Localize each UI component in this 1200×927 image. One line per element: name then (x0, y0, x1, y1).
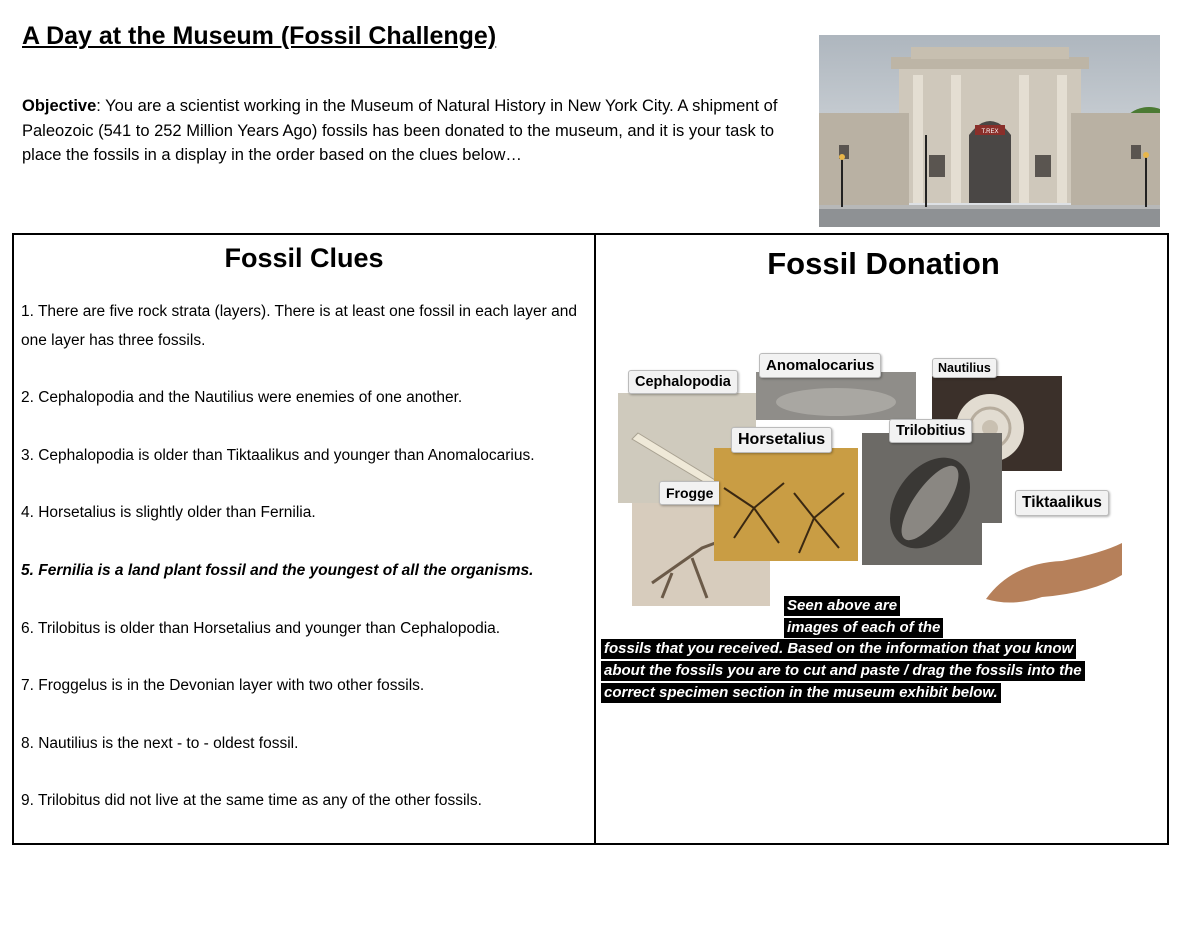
caption-line: correct specimen section in the museum exhibit below. (601, 683, 1001, 703)
trilobitius-fossil-illustration (862, 433, 1002, 565)
clue-item: 3. Cephalopodia is older than Tiktaalikus and younger than Anomalocarius. (21, 447, 535, 464)
objective-text: : You are a scientist working in the Museum of Natural History in New York City. A shipment of Paleozoic (541 to 252 Million Years Ago) fossils has been donated to the museum, and it is your task to place the fossils in a display in the order based on the clues below… (22, 97, 778, 164)
label-froggelus: Frogge (659, 481, 719, 505)
tiktaalikus-fossil-illustration (982, 523, 1126, 609)
caption-line: fossils that you received. Based on the information that you know (601, 639, 1076, 659)
objective-paragraph (22, 94, 802, 168)
clue-item: 6. Trilobitus is older than Horsetalius and younger than Cephalopodia. (21, 620, 501, 637)
museum-photo (819, 35, 1160, 227)
banner-text: T.REX (981, 129, 999, 135)
label-tiktaalikus: Tiktaalikus (1015, 490, 1109, 516)
clue-item: 8. Nautilius is the next - to - oldest fossil. (21, 735, 299, 752)
donation-heading: Fossil Donation (767, 246, 1000, 281)
column-divider (594, 235, 596, 843)
clue-item: 4. Horsetalius is slightly older than Fernilia. (21, 504, 316, 521)
label-horsetalius: Horsetalius (731, 427, 832, 453)
clue-item: 2. Cephalopodia and the Nautilius were enemies of one another. (21, 389, 463, 406)
label-nautilius: Nautilius (932, 358, 997, 378)
clue-item: 7. Froggelus is in the Devonian layer with two other fossils. (21, 677, 425, 694)
fossil-table (12, 233, 1169, 845)
museum-building-illustration (819, 35, 1160, 227)
label-cephalopodia: Cephalopodia (628, 370, 738, 394)
clue-item: 5. Fernilia is a land plant fossil and the youngest of all the organisms. (21, 562, 534, 579)
objective-label: Objective (22, 97, 97, 115)
caption-line: Seen above are (784, 596, 900, 616)
caption-line: about the fossils you are to cut and paste / drag the fossils into the (601, 661, 1085, 681)
fossil-image-trilobitius[interactable] (862, 433, 1002, 565)
page-title: A Day at the Museum (Fossil Challenge) (22, 22, 497, 50)
horsetalius-fossil-illustration (714, 448, 858, 561)
anomalocarius-fossil-illustration (756, 372, 916, 420)
caption-line: images of each of the (784, 618, 943, 638)
clues-heading: Fossil Clues (224, 243, 384, 273)
fossil-image-anomalocarius[interactable] (756, 372, 916, 420)
fossil-image-tiktaalikus[interactable] (982, 523, 1126, 609)
clue-item: 1. There are five rock strata (layers). There is at least one fossil in each layer and one layer has three fossils. (21, 303, 577, 349)
fossil-image-horsetalius[interactable] (714, 448, 858, 561)
clue-item: 9. Trilobitus did not live at the same time as any of the other fossils. (21, 792, 482, 809)
label-trilobitius: Trilobitius (889, 419, 972, 443)
label-anomalocarius: Anomalocarius (759, 353, 881, 378)
